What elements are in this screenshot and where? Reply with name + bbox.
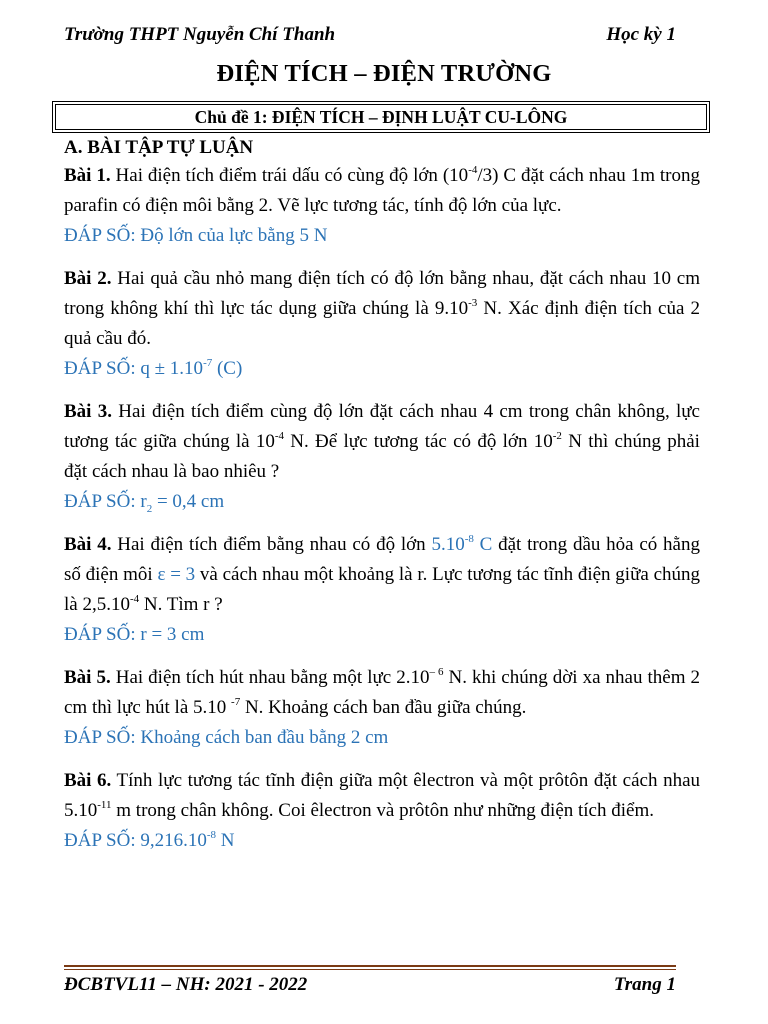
topic-box — [52, 101, 710, 133]
problem-label: Bài 4. — [64, 534, 112, 555]
problem-text: Bài 6. Tính lực tương tác tĩnh điện giữa một êlectron và một prôtôn đặt cách nhau $5.10^{-11}$ m trong chân không. Coi êlectron và prôtôn như những điện tích điểm. — [64, 770, 700, 821]
semester: Học kỳ 1 — [606, 24, 676, 45]
problem-text: Bài 2. Hai quả cầu nhỏ mang điện tích có độ lớn bằng nhau, đặt cách nhau 10 cm trong không khí thì lực tác dụng giữa chúng là $9.10^{-3}$ N. Xác định điện tích của 2 quả cầu đó. — [64, 268, 701, 349]
answer: ĐÁP SỐ: Độ lớn của lực bằng 5 N — [64, 225, 328, 246]
answer: ĐÁP SỐ: $r_2 = 0,4$ cm — [64, 491, 225, 515]
problem-2 — [64, 264, 700, 384]
footer-rule — [64, 965, 676, 967]
answer: ĐÁP SỐ: r = 3 cm — [64, 624, 205, 645]
footer-course: ĐCBTVL11 – NH: 2021 - 2022 — [64, 974, 308, 995]
document-title: ĐIỆN TÍCH – ĐIỆN TRƯỜNG — [216, 60, 552, 87]
footer-rule-thin — [64, 969, 676, 970]
problem-text: Bài 1. Hai điện tích điểm trái dấu có cùng độ lớn $(10^{-4}/3)$ C đặt cách nhau 1m trong parafin có điện môi bằng 2. Vẽ lực tương tác, tính độ lớn của lực. — [64, 163, 701, 216]
problem-5 — [64, 663, 700, 753]
problem-label: Bài 1. — [64, 165, 111, 186]
page-header — [64, 24, 676, 52]
problem-text: Bài 4. Hai điện tích điểm bằng nhau có độ lớn $5.10^{-8}$ C đặt trong dầu hỏa có hằng số điện môi ε = 3 và cách nhau một khoảng là r. Lực tương tác tĩnh điện giữa chúng là $2,5.10^{-4}$ N. Tìm r ? — [64, 532, 701, 615]
section-heading: A. BÀI TẬP TỰ LUẬN — [64, 137, 254, 158]
problem-3 — [64, 397, 700, 517]
topic-heading: Chủ đề 1: ĐIỆN TÍCH – ĐỊNH LUẬT CU-LÔNG — [55, 104, 707, 130]
school-name: Trường THPT Nguyễn Chí Thanh — [64, 24, 336, 45]
problem-label: Bài 6. — [64, 770, 112, 791]
page-footer — [64, 974, 676, 1002]
problem-label: Bài 2. — [64, 268, 112, 289]
problem-4 — [64, 530, 700, 650]
problem-text: Bài 3. Hai điện tích điểm cùng độ lớn đặt cách nhau 4 cm trong chân không, lực tương tác giữa chúng là $10^{-4}$ N. Để lực tương tác có độ lớn $10^{-2}$ N thì chúng phải đặt cách nhau là bao nhiêu ? — [64, 401, 700, 482]
problem-label: Bài 5. — [64, 667, 111, 688]
answer: ĐÁP SỐ: Khoảng cách ban đầu bằng 2 cm — [64, 727, 389, 748]
problem-text: Bài 5. Hai điện tích hút nhau bằng một lực $2.10^{- 6}$ N. khi chúng dời xa nhau thêm 2 cm thì lực hút là 5.10 $^{-7}$ N. Khoảng cách ban đầu giữa chúng. — [64, 665, 700, 718]
problem-6 — [64, 766, 700, 856]
problem-label: Bài 3. — [64, 401, 112, 422]
answer: ĐÁP SỐ: $9,216.10^{-8}$ N — [64, 828, 235, 851]
document-body — [64, 135, 700, 856]
page-number: Trang 1 — [613, 974, 676, 995]
answer: ĐÁP SỐ: $q \pm 1.10^{-7}$ (C) — [64, 356, 243, 379]
problem-1 — [64, 161, 700, 251]
